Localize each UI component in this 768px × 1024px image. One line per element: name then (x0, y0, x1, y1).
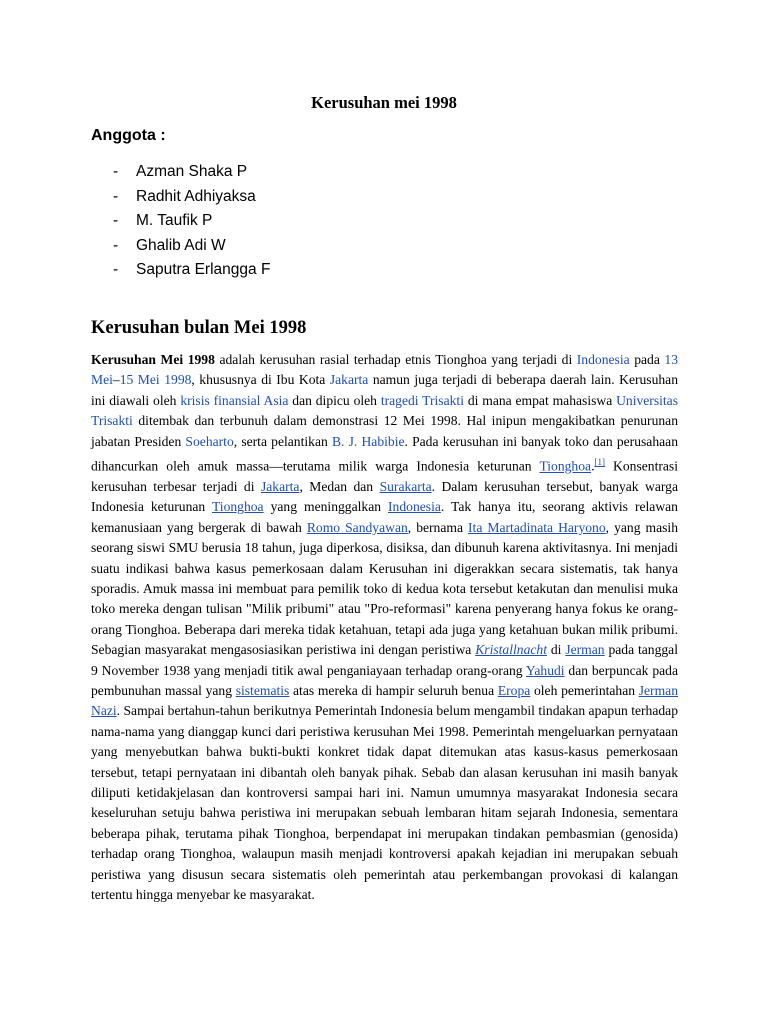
body-text-run: . Pada kerusuhan ini banyak toko dan perusahaan dihancurkan oleh amuk massa—terutama milik warga Indonesia keturunan (91, 433, 678, 474)
body-text-run: , serta pelantikan (233, 433, 332, 449)
body-text-run: . Tak hanya itu, seorang aktivis relawan kemanusiaan yang bergerak di bawah (91, 499, 678, 535)
list-dash: - (113, 236, 119, 254)
body-link[interactable]: Indonesia (388, 499, 441, 515)
body-text-run: . Dalam kerusuhan tersebut, banyak warga Indonesia keturunan (91, 478, 679, 515)
body-link[interactable]: tragedi Trisakti (380, 392, 464, 408)
body-text-run: Konsentrasi kerusuhan terbesar terjadi di (91, 458, 678, 494)
body-text-run: dan berpuncak pada pembunuhan massal yang (91, 662, 678, 699)
body-link[interactable]: Universitas Trisakti (91, 392, 678, 429)
body-link[interactable]: Jakarta (329, 372, 369, 388)
member-item (91, 258, 591, 283)
body-link[interactable]: Indonesia (576, 352, 630, 367)
body-link[interactable]: Ita Martadinata Haryono (468, 519, 606, 535)
body-text-run: , yang masih seorang siswi SMU berusia 18 tahun, juga diperkosa, disiksa, dan dibunuh karena aktivitasnya. Ini menjadi suatu indikasi bahwa kasus pemerkosaan dalam Kerusuhan ini digerakkan secara sistematis, tak hanya sporadis. Amuk massa ini membuat para pemilik toko di kedua kota tersebut ketakutan dan menulisi muka toko mereka dengan tulisan "Milik pribumi" atau "Pro-reformasi" karena penyerang hanya fokus ke orang-orang Tionghoa. Beberapa dari mereka tidak ketahuan, tetapi ada juga yang ketahuan bukan milik pribumi. Sebagian masyarakat mengasosiasikan peristiwa ini dengan peristiwa (91, 519, 678, 658)
body-link[interactable]: Jakarta (260, 478, 300, 494)
body-text-run: dan dipicu oleh (288, 392, 381, 408)
document-title: Kerusuhan mei 1998 (311, 93, 457, 112)
list-dash: - (113, 261, 119, 278)
member-name: M. Taufik P (136, 212, 213, 229)
body-text-run: , Medan dan (299, 478, 380, 494)
member-item (91, 234, 591, 259)
body-text-run: pada tanggal 9 November 1938 yang menjadi titik awal penganiayaan terhadap orang-orang (91, 642, 678, 678)
list-dash: - (113, 212, 119, 229)
body-text-run: . (591, 458, 595, 474)
body-text-run: oleh pemerintahan (530, 683, 639, 699)
body-link[interactable]: Yahudi (525, 662, 565, 678)
body-link[interactable]: krisis finansial Asia (180, 392, 289, 408)
body-link[interactable]: Jerman (565, 642, 605, 658)
body-link[interactable]: Soeharto (185, 433, 234, 449)
list-dash: - (113, 187, 119, 205)
body-text-run: pada (629, 352, 665, 367)
body-text-run: , bernama (407, 519, 469, 535)
body-link[interactable]: B. J. Habibie (331, 433, 405, 449)
member-item (91, 209, 591, 234)
body-text-run: di mana empat mahasiswa (463, 392, 617, 408)
members-label: Anggota : (91, 127, 166, 144)
member-item (91, 160, 591, 185)
body-link[interactable]: Eropa (497, 683, 531, 699)
body-text-run: ditembak dan terbunuh dalam demonstrasi 12 Mei 1998. Hal inipun mengakibatkan penurunan jabatan Presiden (91, 413, 678, 449)
member-name: Ghalib Adi W (136, 236, 226, 254)
body-link[interactable]: [1] (594, 457, 605, 468)
body-link[interactable]: Tionghoa (211, 499, 264, 515)
body-link[interactable]: Surakarta (379, 478, 432, 494)
member-name: Saputra Erlangga F (136, 261, 271, 278)
member-name: Azman Shaka P (136, 163, 248, 180)
body-link[interactable]: 1998 (164, 372, 192, 388)
list-dash: - (113, 163, 119, 180)
body-text-run: namun juga terjadi di beberapa daerah lain. Kerusuhan ini diawali oleh (91, 372, 679, 408)
body-text-run: – (112, 372, 120, 388)
member-name: Radhit Adhiyaksa (136, 187, 256, 205)
body-link[interactable]: Kristallnacht (475, 642, 547, 658)
body-link[interactable]: Jerman Nazi (91, 683, 678, 719)
body-link[interactable]: sistematis (235, 683, 290, 699)
body-link[interactable]: Romo Sandyawan (306, 519, 408, 535)
body-bold-term: Kerusuhan Mei 1998 (91, 352, 215, 367)
body-text-run: atas mereka di hampir seluruh benua (289, 683, 498, 699)
member-item (91, 185, 591, 210)
body-link[interactable]: 15 Mei (119, 372, 160, 388)
body-text-run: yang meninggalkan (263, 499, 389, 515)
footnote-ref (594, 456, 605, 468)
body-text-run: . Sampai bertahun-tahun berikutnya Pemerintah Indonesia belum mengambil tindakan apapun terhadap nama-nama yang dianggap kunci dari peristiwa kerusuhan Mei 1998. Pemerintah mengeluarkan pernyataan yang menyebutkan bahwa bukti-bukti konkret tidak dapat ditemukan atas kasus-kasus pemerkosaan tersebut, tetapi pernyataan ini dibantah oleh banyak pihak. Sebab dan alasan kerusuhan ini masih banyak diliputi ketidakjelasan dan kontroversi sampai hari ini. Namun umumnya masyarakat Indonesia secara keseluruhan setuju bahwa peristiwa ini merupakan sebuah lembaran hitam sejarah Indonesia, sementara beberapa pihak, terutama pihak Tionghoa, berpendapat ini merupakan tindakan pembasmian (genosida) terhadap orang Tionghoa, walaupun masih menjadi kontroversi apakah kejadian ini merupakan sebuah peristiwa yang disusun secara sistematis oleh pemerintah atau perkembangan provokasi di kalangan tertentu hingga menyebar ke masyarakat. (91, 703, 678, 903)
body-text-run: di (546, 642, 566, 658)
body-link[interactable]: Tionghoa (539, 458, 592, 474)
body-paragraph (91, 350, 678, 906)
body-link[interactable]: 13 Mei (91, 352, 679, 388)
body-text-run: adalah kerusuhan rasial terhadap etnis Tionghoa yang terjadi di (214, 352, 577, 367)
section-heading: Kerusuhan bulan Mei 1998 (91, 318, 307, 338)
body-text-run: , khususnya di Ibu Kota (191, 372, 330, 388)
members-list (91, 160, 591, 283)
